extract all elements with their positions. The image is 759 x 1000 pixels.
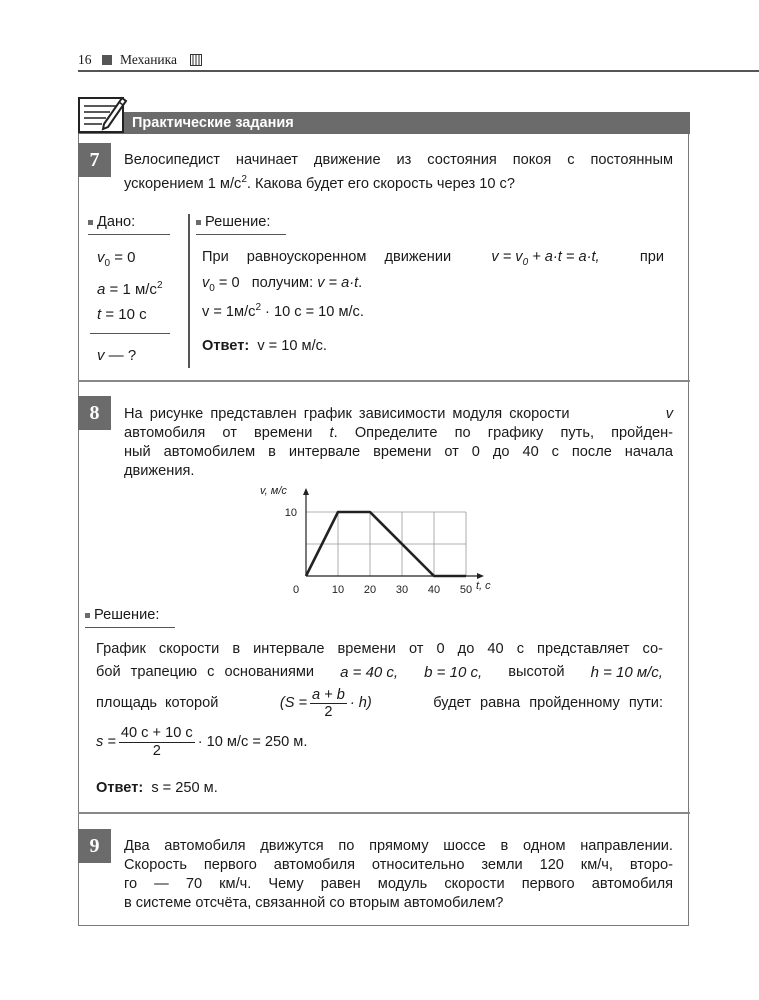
solution7-line2-formula: v = a·t (317, 275, 359, 291)
given-v0-var: v (97, 249, 105, 266)
section-title: Механика (120, 52, 177, 67)
solution7-formula-sub: 0 (522, 256, 529, 268)
solution8-line2-f3: h = 10 м/с, (590, 664, 663, 681)
solution8-line1-text: График скорости в интервале времени от 0 до 40 с представляет со- (96, 641, 663, 657)
task7-line2-b: . Какова будет его скорость через 10 с? (246, 175, 515, 192)
x-axis-label: t, с (476, 580, 491, 592)
solution8-line4 (96, 725, 308, 759)
solution7-line2-sub: 0 (209, 282, 215, 294)
given-t-val: = 10 с (101, 306, 147, 323)
solution7-line1-end: при (639, 249, 664, 265)
x-tick-label: 40 (427, 584, 441, 596)
solution8-line3-formula (279, 687, 372, 720)
solution7-line3-sup: 2 (255, 302, 261, 313)
given-v0 (97, 248, 136, 273)
banner-title: Практические задания (132, 115, 294, 131)
given-a-val: = 1 м/с (105, 281, 157, 298)
solution7-label-text: Решение: (205, 214, 271, 230)
formula-s2-lhs: s = (96, 734, 116, 750)
x-tick-label: 30 (395, 584, 409, 596)
task8-line4: движения. (124, 463, 195, 479)
solution8-label (85, 607, 159, 623)
solution8-line3-b: будет равна пройденному пути: (433, 695, 663, 711)
solution7-line2-text: получим: (251, 275, 314, 291)
answer7 (202, 337, 327, 356)
given-find-var: v (97, 347, 105, 364)
solution8-line3 (96, 687, 663, 720)
task7-separator (78, 380, 690, 382)
task9-line3: го — 70 км/ч. Чему равен модуль скорости первого автомобиля (124, 876, 673, 892)
given-a-sup: 2 (156, 280, 163, 291)
task9-line2: Скорость первого автомобиля относительно земли 120 км/ч, второ- (124, 857, 673, 873)
solution7-formula-a: v = v (491, 249, 523, 265)
task9-line1: Два автомобиля движутся по прямому шоссе в одном направлении. (124, 838, 673, 854)
solution7-line3 (202, 298, 364, 322)
header-rule (78, 70, 759, 72)
task8-line2-a: автомобиля от времени (124, 425, 313, 441)
task8-line3: ный автомобилем в интервале времени от 0 до 40 с после начала (124, 444, 673, 460)
task7-line2 (124, 170, 673, 194)
solution7-line2 (202, 274, 362, 298)
x-tick-label: 0 (292, 584, 300, 596)
formula-s-denominator: 2 (324, 704, 333, 720)
given-find-val: — ? (104, 347, 137, 364)
solution8-line2-f2: b = 10 с, (424, 664, 483, 681)
solution8-line2 (96, 663, 663, 682)
given-underline (88, 234, 170, 235)
answer8-text: s = 250 м. (151, 780, 218, 796)
task7-line1: Велосипедист начинает движение из состояния покоя с постоянным (124, 152, 673, 168)
task-number-9: 9 (78, 829, 111, 863)
velocity-chart-svg (250, 480, 510, 602)
answer7-text: v = 10 м/с. (257, 338, 327, 354)
solution7-line2-val: = 0 (214, 275, 240, 291)
answer7-label: Ответ: (202, 338, 250, 354)
given-bullet (88, 220, 93, 225)
given-t (97, 305, 147, 324)
x-tick-label: 50 (459, 584, 473, 596)
given-v0-sub: 0 (104, 258, 111, 269)
task8-line2-b: . Определите по графику путь, пройден- (333, 425, 673, 441)
formula-s2-denominator: 2 (152, 743, 161, 759)
task8-statement (124, 405, 673, 481)
solution8-underline (85, 627, 175, 628)
solution8-line2-b: высотой (508, 664, 565, 680)
task8-separator (78, 812, 690, 814)
x-tick-label: 20 (363, 584, 377, 596)
given-solution-divider (188, 214, 190, 368)
formula-s-lhs: (S = (279, 695, 308, 711)
given-v0-val: = 0 (110, 249, 136, 266)
x-axis-arrow (477, 573, 484, 579)
formula-s2-fraction (119, 725, 195, 759)
solution7-formula-rest: + a·t = a·t, (528, 249, 600, 265)
solution7-underline (196, 234, 286, 235)
formula-s-rhs: · h) (349, 695, 372, 711)
solution8-line3-a: площадь которой (96, 695, 219, 711)
solution8-line2-a: бой трапецию с основаниями (96, 664, 315, 680)
solution7-line3-a: v = 1м/с (202, 303, 256, 320)
solution7-line3-b: · 10 с = 10 м/с. (261, 303, 364, 320)
solution8-bullet (85, 613, 90, 618)
task9-statement (124, 837, 673, 913)
answer8-label: Ответ: (96, 780, 144, 796)
given-label (88, 214, 135, 230)
formula-s-fraction (310, 687, 347, 720)
task-number-7: 7 (78, 143, 111, 177)
solution7-line1-formula (491, 248, 599, 272)
answer8 (96, 779, 218, 798)
page-number: 16 (78, 52, 92, 67)
given-label-text: Дано: (97, 214, 136, 230)
given-find-rule (90, 333, 170, 334)
task8-line1-a: На рисунке представлен график зависимости модуля скорости (124, 406, 570, 422)
solution7-line2-dot: . (358, 275, 363, 291)
notepad-icon (78, 92, 128, 134)
solution7-label (196, 214, 270, 230)
y-axis-label: v, м/с (260, 485, 287, 497)
given-t-var: t (97, 306, 102, 323)
task9-line4: в системе отсчёта, связанной со вторым автомобилем? (124, 895, 504, 911)
task7-line2-sup: 2 (241, 174, 247, 185)
task8-line2 (124, 424, 673, 443)
solution8-label-text: Решение: (94, 607, 160, 623)
solution7-line2-var: v (202, 275, 210, 291)
solution7-bullet (196, 220, 201, 225)
book-icon (190, 53, 202, 65)
solution8-line1 (96, 640, 663, 659)
given-a (97, 276, 163, 299)
y-axis-arrow (303, 488, 309, 495)
solution7-line1 (202, 248, 664, 272)
task-number-8: 8 (78, 396, 111, 430)
task8-line1 (124, 405, 673, 424)
given-find (97, 346, 136, 365)
task7-statement (124, 151, 673, 194)
formula-s-numerator: a + b (312, 687, 345, 703)
solution7-line1-text: При равноускоренном движении (202, 249, 452, 265)
task8-line1-var: v (665, 406, 673, 422)
given-a-var: a (97, 281, 106, 298)
formula-s2-rhs: · 10 м/с = 250 м. (197, 734, 308, 750)
velocity-chart (250, 480, 510, 602)
task8-line2-var: t (329, 425, 334, 441)
solution8-line2-f1: a = 40 с, (340, 664, 399, 681)
x-tick-label: 10 (331, 584, 345, 596)
y-tick-label: 10 (284, 507, 297, 519)
task7-line2-a: ускорением 1 м/с (124, 175, 242, 192)
running-head-square (102, 55, 112, 65)
formula-s2-numerator: 40 с + 10 с (120, 725, 193, 741)
